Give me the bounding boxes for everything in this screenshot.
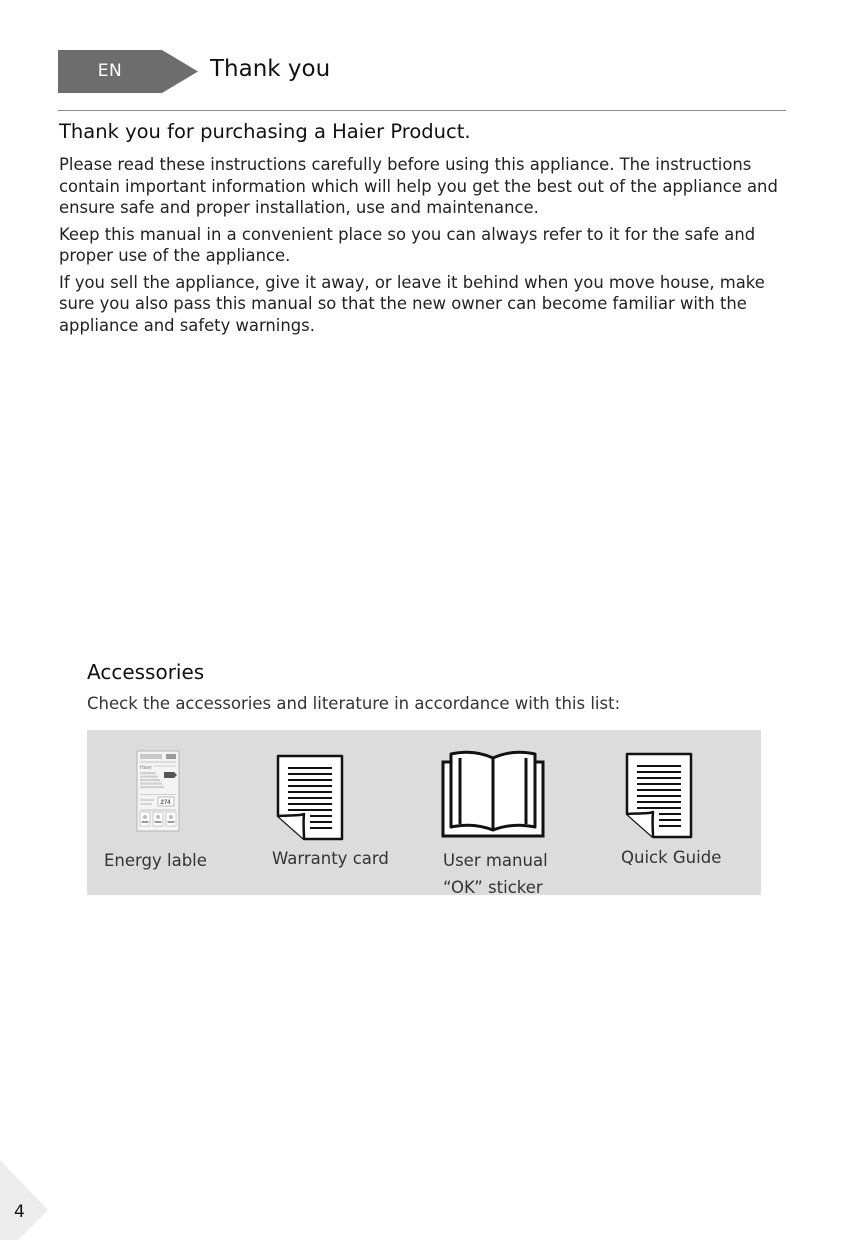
energy-label-value: 274: [160, 800, 171, 806]
accessory-label: User manual: [443, 851, 548, 870]
language-tab: [58, 50, 198, 93]
document-icon: [276, 754, 346, 842]
accessory-user-manual: [432, 730, 612, 895]
accessories-heading: Accessories: [87, 660, 205, 684]
intro-paragraph: If you sell the appliance, give it away, or leave it behind when you move house, make sure you also pass this manual so that the new owner can become familiar with the appliance and safety warnings.: [59, 272, 765, 335]
document-icon: [625, 752, 695, 840]
language-label: EN: [97, 61, 123, 81]
accessory-label-secondary: “OK” sticker: [443, 878, 543, 897]
intro-paragraph: Please read these instructions carefully before using this appliance. The instructions contain important information which will help you get the best out of the appliance and ensure safe and proper installation, use and maintenance.: [59, 155, 778, 217]
open-book-icon: [440, 748, 546, 840]
accessories-panel: [87, 730, 761, 895]
accessory-label: Energy lable: [104, 851, 207, 870]
accessory-quick-guide: [612, 730, 761, 895]
accessories-subtitle: Check the accessories and literature in accordance with this list:: [87, 694, 621, 713]
intro-heading: Thank you for purchasing a Haier Product.: [59, 120, 471, 143]
intro-paragraph: Keep this manual in a convenient place so you can always refer to it for the safe and proper use of the appliance.: [59, 224, 756, 265]
accessory-label: Warranty card: [272, 849, 389, 868]
accessory-energy-label: [87, 730, 257, 895]
energy-label-brand: Haier: [140, 765, 152, 771]
page-title: Thank you: [210, 56, 331, 82]
header-divider: [58, 110, 786, 111]
accessory-label: Quick Guide: [621, 848, 722, 867]
accessory-warranty-card: [257, 730, 432, 895]
page-corner-shape: [0, 1160, 50, 1240]
intro-text: [59, 154, 791, 341]
page-number: 4: [14, 1202, 25, 1222]
energy-label-icon: [136, 750, 180, 832]
